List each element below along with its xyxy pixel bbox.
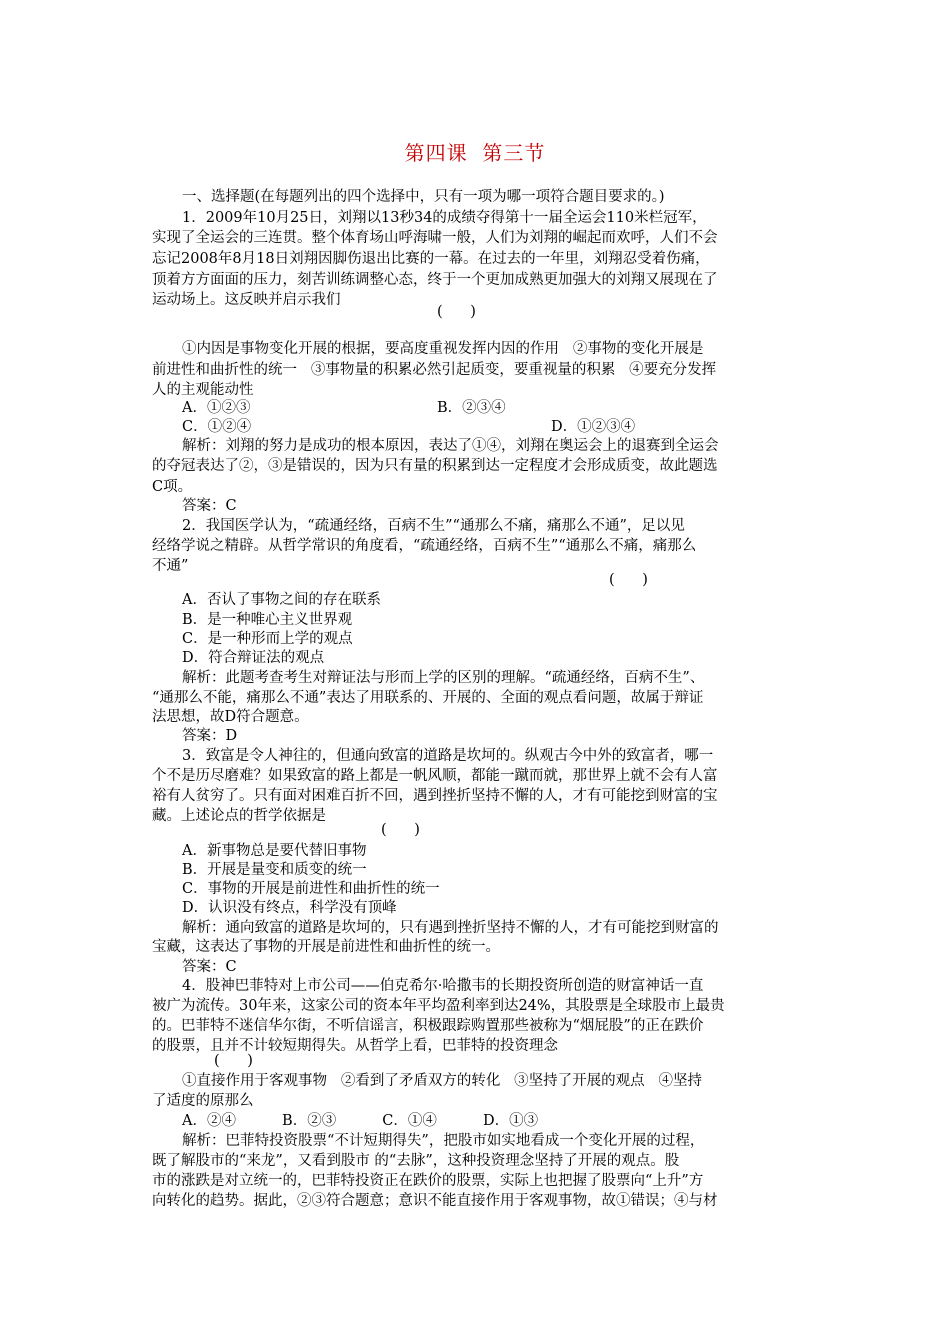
text-line: 2．我国医学认为，“疏通经络，百病不生”“通那么不痛，痛那么不通”，足以见 (182, 518, 685, 534)
text-line: B．开展是量变和质变的统一 (182, 862, 367, 878)
text-line: 3．致富是令人神往的，但通向致富的道路是坎坷的。纵观古今中外的致富者，哪一 (182, 748, 714, 764)
text-line: C．①②④ (182, 419, 252, 435)
text-line: 法思想，故D符合题意。 (152, 709, 309, 725)
text-line: A．否认了事物之间的存在联系 (182, 592, 381, 608)
text-line: ①内因是事物变化开展的根据，要高度重视发挥内因的作用 ②事物的变化开展是 (182, 341, 704, 357)
text-line: 解析：巴菲特投资股票“不计短期得失”，把股市如实地看成一个变化开展的过程， (182, 1133, 705, 1149)
text-line: “通那么不能，痛那么不通”表达了用联系的、开展的、全面的观点看问题，故属于辩证 (152, 690, 704, 706)
text-line: 向转化的趋势。据此，②③符合题意；意识不能直接作用于客观事物，故①错误；④与材 (152, 1193, 718, 1209)
text-line: 前进性和曲折性的统一 ③事物量的积累必然引起质变，要重视量的积累 ④要充分发挥 (152, 362, 717, 378)
text-line: 解析：通向致富的道路是坎坷的，只有遇到挫折坚持不懈的人，才有可能挖到财富的 (182, 920, 719, 936)
text-line: 宝藏，这表达了事物的开展是前进性和曲折性的统一。 (152, 939, 500, 955)
text-line: 不通” (152, 558, 189, 574)
text-line: 了适度的原那么 (152, 1093, 254, 1109)
text-line: A．②④ B．②③ C．①④ D．①③ (182, 1113, 539, 1129)
text-line: D．①②③④ (551, 419, 636, 435)
text-line: ( ) (609, 572, 648, 588)
text-line: 顶着方方面面的压力，刻苦训练调整心态，终于一个更加成熟更加强大的刘翔又展现在了 (152, 272, 718, 288)
text-line: C项。 (152, 479, 193, 495)
text-line: 实现了全运会的三连贯。整个体育场山呼海啸一般，人们为刘翔的崛起而欢呼，人们不会 (152, 230, 718, 246)
text-line: 的股票，且并不计较短期得失。从哲学上看，巴菲特的投资理念 (152, 1038, 558, 1054)
text-line: 忘记2008年8月18日刘翔因脚伤退出比赛的一幕。在过去的一年里，刘翔忍受着伤痛， (152, 251, 710, 267)
text-line: 裕有人贫穷了。只有面对困难百折不回，遇到挫折坚持不懈的人，才有可能挖到财富的宝 (152, 788, 718, 804)
text-line: 答案：C (182, 959, 237, 975)
text-line: 一、选择题(在每题列出的四个选择中，只有一项为哪一项符合题目要求的。) (182, 189, 665, 205)
text-line: 运动场上。这反映并启示我们 (152, 292, 341, 308)
text-line: 市的涨跌是对立统一的，巴菲特投资正在跌价的股票，实际上也把握了股票向“上升”方 (152, 1173, 704, 1189)
text-line: 经络学说之精辟。从哲学常识的角度看，“疏通经络，百病不生”“通那么不痛，痛那么 (152, 538, 697, 554)
text-line: 4．股神巴菲特对上市公司——伯克希尔·哈撒韦的长期投资所创造的财富神话一直 (182, 978, 704, 994)
text-line: D．认识没有终点，科学没有顶峰 (182, 900, 397, 916)
text-line: 解析：此题考查考生对辩证法与形而上学的区别的理解。“疏通经络，百病不生”、 (182, 670, 705, 686)
text-line: A．新事物总是要代替旧事物 (182, 843, 367, 859)
text-line: C．事物的开展是前进性和曲折性的统一 (182, 881, 440, 897)
text-line: B．②③④ (437, 400, 506, 416)
text-line: 的夺冠表达了②，③是错误的，因为只有量的积累到达一定程度才会形成质变，故此题选 (152, 458, 718, 474)
text-line: ①直接作用于客观事物 ②看到了矛盾双方的转化 ③坚持了开展的观点 ④坚持 (182, 1073, 702, 1089)
text-line: 答案：D (182, 728, 238, 744)
text-line: 被广为流传。30年来，这家公司的资本年平均盈利率到达24%，其股票是全球股市上最贵 (152, 998, 725, 1014)
text-line: ( ) (214, 1053, 253, 1069)
text-line: 人的主观能动性 (152, 382, 254, 398)
text-line: C．是一种形而上学的观点 (182, 631, 353, 647)
text-line: ( ) (437, 304, 476, 320)
text-line: 个不是历尽磨难？如果致富的路上都是一帆风顺，都能一蹴而就，那世界上就不会有人富 (152, 768, 718, 784)
text-line: D．符合辩证法的观点 (182, 650, 325, 666)
text-line: 既了解股市的“来龙”，又看到股市 的“去脉”，这种投资理念坚持了开展的观点。股 (152, 1153, 680, 1169)
text-line: A．①②③ (182, 400, 251, 416)
text-line: ( ) (381, 822, 420, 838)
text-line: B．是一种唯心主义世界观 (182, 612, 353, 628)
text-line: 的。巴菲特不迷信华尔街，不听信谣言，积极跟踪购置那些被称为“烟屁股”的正在跌价 (152, 1018, 704, 1034)
text-line: 答案：C (182, 498, 237, 514)
text-line: 1．2009年10月25日，刘翔以13秒34的成绩夺得第十一届全运会110米栏冠军， (182, 210, 707, 226)
text-line: 藏。上述论点的哲学依据是 (152, 808, 326, 824)
page-title: 第四课 第三节 (404, 141, 546, 165)
text-line: 解析：刘翔的努力是成功的根本原因，表达了①④，刘翔在奥运会上的退赛到全运会 (182, 438, 719, 454)
